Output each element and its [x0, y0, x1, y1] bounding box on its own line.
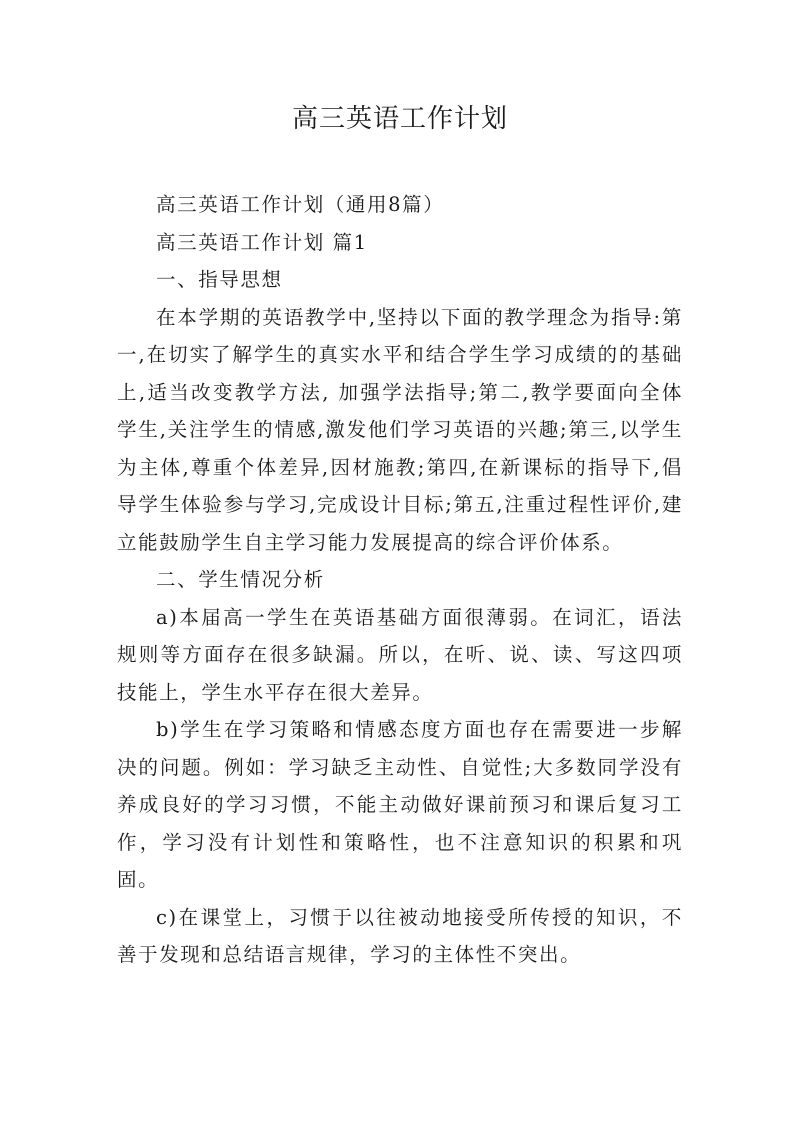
paragraph-analysis-a: a)本届高一学生在英语基础方面很薄弱。在词汇，语法规则等方面存在很多缺漏。所以，在听、说、读、写这四项技能上，学生水平存在很大差异。: [117, 605, 683, 704]
document-title: 高三英语工作计划: [291, 104, 508, 134]
paragraph-analysis-b: b)学生在学习策略和情感态度方面也存在需要进一步解决的问题。例如：学习缺乏主动性、自觉性;大多数同学没有养成良好的学习习惯，不能主动做好课前预习和课后复习工作，学习没有计划性和策略性，也不注意知识的积累和巩固。: [117, 718, 683, 891]
paragraph-teaching-philosophy: 在本学期的英语教学中,坚持以下面的教学理念为指导:第一,在切实了解学生的真实水平和结合学生学习成绩的的基础上,适当改变教学方法, 加强学法指导;第二,教学要面向全体学生,关注学生的情感,激发他们学习英语的兴趣;第三,以学生为主体,尊重个体差异,因材施教;第四,在新课标的指导下,倡导学生体验参与学习,完成设计目标;第五,注重过程性评价,建立能鼓励学生自主学习能力发展提高的综合评价体系。: [117, 305, 683, 554]
section-heading-part1: 高三英语工作计划 篇1: [156, 230, 368, 254]
paragraph-analysis-c: c)在课堂上，习惯于以往被动地接受所传授的知识，不善于发现和总结语言规律，学习的主体性不突出。: [117, 905, 683, 966]
document-body: [117, 186, 683, 974]
heading-guiding-ideology: 一、指导思想: [156, 268, 283, 291]
heading-student-analysis: 二、学生情况分析: [156, 568, 325, 591]
subtitle-paragraph: 高三英语工作计划（通用8篇）: [156, 193, 445, 216]
